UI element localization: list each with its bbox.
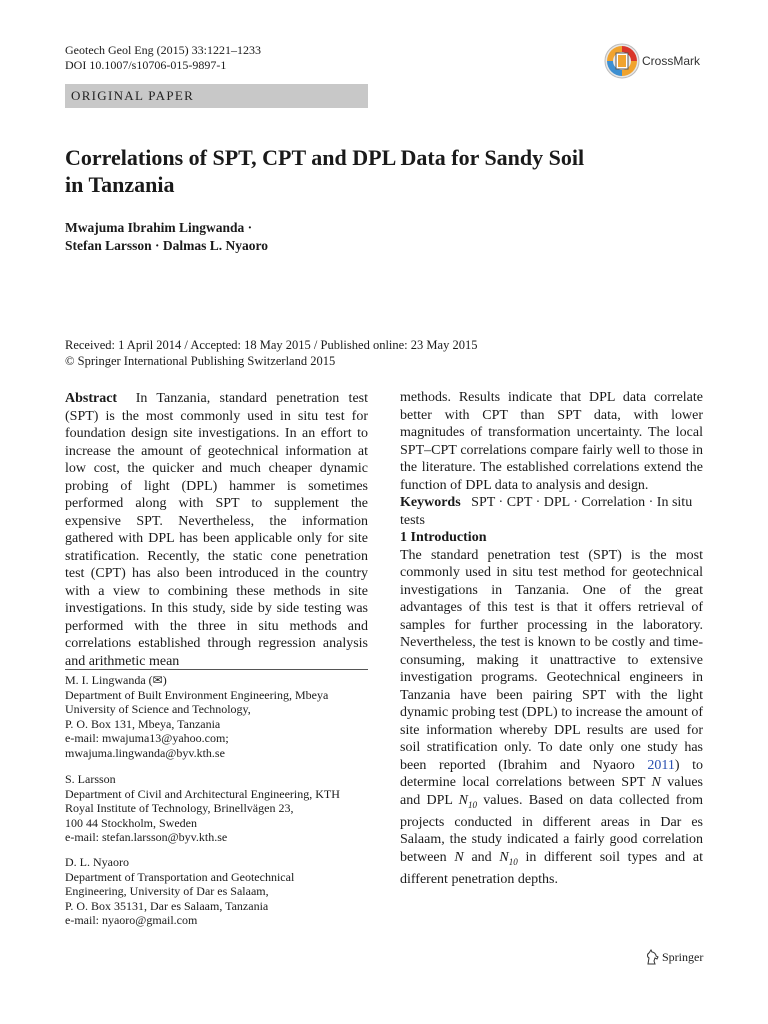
right-column bbox=[400, 389, 703, 889]
article-type-banner: ORIGINAL PAPER bbox=[65, 84, 368, 108]
affiliation-line: Department of Civil and Architectural Engineering, KTH bbox=[65, 786, 340, 801]
authors-line-2: Stefan Larsson · Dalmas L. Nyaoro bbox=[65, 238, 269, 253]
footnote-divider bbox=[65, 669, 368, 670]
affiliation-name: D. L. Nyaoro bbox=[65, 855, 129, 869]
paper-title bbox=[65, 144, 685, 198]
affiliation-line: Engineering, University of Dar es Salaam, bbox=[65, 884, 269, 898]
author-list bbox=[65, 219, 268, 255]
doi[interactable]: DOI 10.1007/s10706-015-9897-1 bbox=[65, 58, 227, 72]
symbol-n: N bbox=[454, 849, 464, 865]
publisher-mark bbox=[645, 949, 703, 965]
affiliation-3 bbox=[65, 855, 368, 928]
affiliation-1 bbox=[65, 673, 368, 760]
intro-text: The standard penetration test (SPT) is the most commonly used in situ test method for geotechnical investigations in Tanzania. One of the great advantages of this test is that it offers retrieval of samples for further processing in the laboratory. Nevertheless, the test is known to be costly and time-consuming, making it unattractive to extensive investigation programs. Geotechnical engineers in Tanzania have been pairing SPT with the light dynamic probing test (DPL) to increase the amount of site information whereby DPL results are used for soil stratification only. To date only one study has been reported (Ibrahim and Nyaoro bbox=[400, 547, 703, 773]
affiliation-email[interactable]: e-mail: mwajuma13@yahoo.com; bbox=[65, 731, 229, 745]
abstract-paragraph bbox=[65, 390, 368, 670]
publication-dates bbox=[65, 337, 477, 369]
keywords-paragraph bbox=[400, 494, 703, 529]
intro-text: values and DPL bbox=[400, 775, 704, 808]
journal-citation: Geotech Geol Eng (2015) 33:1221–1233 bbox=[65, 43, 261, 57]
affiliation-line: Royal Institute of Technology, Brinellvägen 23, bbox=[65, 801, 294, 815]
affiliation-email[interactable]: mwajuma.lingwanda@byv.kth.se bbox=[65, 745, 225, 760]
affiliation-line: Department of Built Environment Engineering, Mbeya bbox=[65, 687, 329, 702]
affiliation-name: M. I. Lingwanda (✉) bbox=[65, 673, 167, 687]
title-line-1: Correlations of SPT, CPT and DPL Data for Sandy Soil bbox=[65, 145, 585, 170]
crossmark-label: CrossMark bbox=[642, 54, 701, 68]
affiliation-line: 100 44 Stockholm, Sweden bbox=[65, 815, 197, 830]
section-heading-introduction: 1 Introduction bbox=[400, 530, 487, 545]
intro-text: in different soil types and at different penetration depths. bbox=[400, 849, 703, 888]
publisher-name: Springer bbox=[662, 949, 704, 964]
copyright-line: © Springer International Publishing Switzerland 2015 bbox=[65, 354, 336, 368]
abstract-heading: Abstract bbox=[65, 391, 118, 406]
intro-text: values. Based on data collected from projects conducted in different areas in Dar es Salaam, the study indicated a fairly good correlation between bbox=[400, 792, 703, 865]
affiliation-line: P. O. Box 35131, Dar es Salaam, Tanzania bbox=[65, 898, 269, 913]
affiliation-email[interactable]: e-mail: stefan.larsson@byv.kth.se bbox=[65, 830, 228, 844]
affiliation-name: S. Larsson bbox=[65, 772, 116, 786]
citation-link[interactable]: 2011 bbox=[647, 757, 675, 773]
dates-line: Received: 1 April 2014 / Accepted: 18 May 2015 / Published online: 23 May 2015 bbox=[65, 338, 478, 352]
symbol-n: N bbox=[651, 775, 661, 790]
crossmark-icon bbox=[604, 43, 640, 79]
abstract-text-left: In Tanzania, standard penetration test (SPT) is the most commonly used in situ test for foundation design site investigations. In an effort to increase the amount of geotechnical information at low cost, the quicker and much cheaper dynamic probing of light (DPL) hammer is sometimes performed along with SPT to supplement the expensive SPT. Nevertheless, the information gathered with DPL has been applicable only for site stratification. Recently, the static cone penetration test (CPT) has also been introduced in the country with a view to combining these methods in site investigations. In this study, side by side testing was performed with the three in situ methods and correlations established through regression analysis and arithmetic mean bbox=[65, 391, 368, 669]
authors-line-1: Mwajuma Ibrahim Lingwanda · bbox=[65, 220, 253, 235]
affiliation-line: University of Science and Technology, bbox=[65, 702, 251, 716]
crossmark-badge[interactable] bbox=[604, 43, 700, 79]
abstract-text-right: methods. Results indicate that DPL data correlate better with CPT than SPT data, with lower magnitudes of transformation uncertainty. The local SPT–CPT correlations compare fairly well to those in the literature. The established correlations extend the function of DPL data to analysis and design. bbox=[400, 390, 703, 493]
title-line-2: in Tanzania bbox=[65, 172, 175, 197]
intro-text: and bbox=[463, 849, 500, 865]
keywords-text: SPT · CPT · DPL · Correlation · In situ tests bbox=[400, 495, 693, 528]
affiliation-email[interactable]: e-mail: nyaoro@gmail.com bbox=[65, 913, 198, 927]
affiliation-line: Department of Transportation and Geotechnical bbox=[65, 869, 295, 884]
affiliation-2 bbox=[65, 772, 368, 845]
keywords-heading: Keywords bbox=[400, 495, 461, 510]
symbol-n10: $N_{10}$ bbox=[458, 792, 477, 810]
abstract-left-column bbox=[65, 390, 368, 670]
introduction-paragraph bbox=[400, 547, 703, 889]
symbol-n10: $N_{10}$ bbox=[499, 849, 518, 867]
intro-text: ) to determine local correlations between SPT bbox=[400, 757, 703, 790]
springer-horse-icon bbox=[645, 949, 659, 965]
affiliation-line: P. O. Box 131, Mbeya, Tanzania bbox=[65, 716, 221, 731]
